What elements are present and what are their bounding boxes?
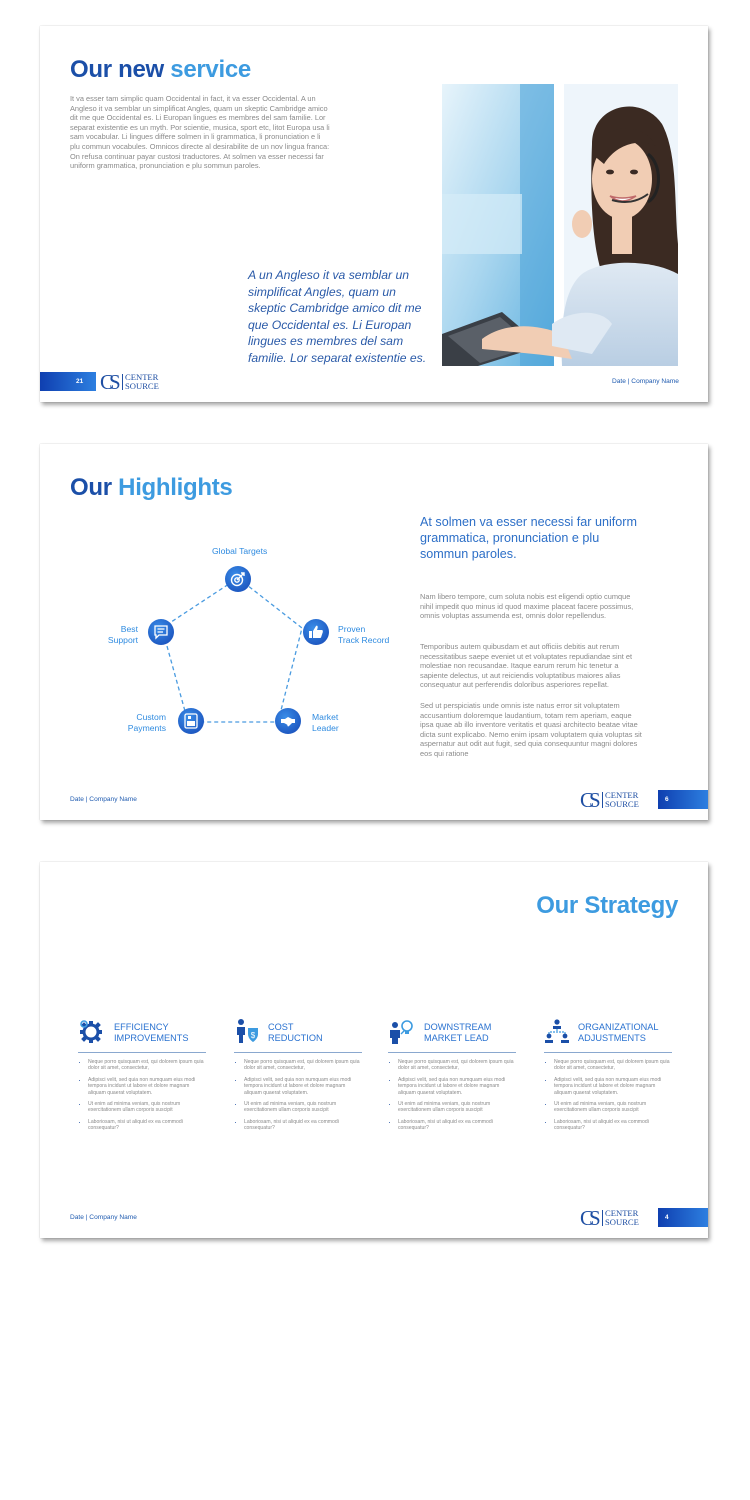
strategy-column-downstream	[388, 1018, 516, 1137]
heading-line-2: ADJUSTMENTS	[578, 1033, 646, 1043]
market-leader-node	[275, 708, 301, 734]
page-number: 6	[665, 796, 669, 803]
bullet-list	[78, 1059, 206, 1132]
heading-line-1: ORGANIZATIONAL	[578, 1022, 659, 1032]
title-part-1: Our	[70, 474, 112, 501]
strategy-column-cost	[234, 1018, 362, 1137]
heading-line-1: EFFICIENCY	[114, 1022, 169, 1032]
logo-line-1: CENTER	[125, 372, 159, 382]
list-item: • Adipisci velit, sed quia non numquam eius modi tempora incidunt ut labore et dolore magnam aliquam quaerat voluptatem.	[88, 1077, 206, 1096]
logo-line-2: SOURCE	[605, 1217, 639, 1227]
label-market-leader	[312, 712, 339, 733]
person-idea-icon	[388, 1018, 414, 1044]
handshake-icon	[280, 713, 296, 729]
custom-payments-node	[178, 708, 204, 734]
title-part-1: Our new	[70, 56, 164, 83]
list-item: • Adipisci velit, sed quia non numquam eius modi tempora incidunt ut labore et dolore magnam aliquam quaerat voluptatem.	[554, 1077, 672, 1096]
best-support-node	[148, 619, 174, 645]
strategy-column-efficiency	[78, 1018, 206, 1137]
payment-icon	[183, 713, 199, 729]
page-number-bar	[40, 372, 96, 391]
page-number: 21	[76, 378, 84, 385]
logo-line-2: SOURCE	[605, 799, 639, 809]
person-shield-icon	[234, 1018, 260, 1044]
bullet-list	[234, 1059, 362, 1132]
title-part-2: Strategy	[584, 892, 678, 919]
label-best-line-1: Best	[120, 624, 138, 634]
pull-quote: A un Angleso it va semblar un simplificat Angles, quam un skeptic Cambridge amico dit me que Occidental es. Li Europan lingues es membres del sam familie. Lor separat existentie es.	[248, 268, 427, 365]
bullet-list	[388, 1059, 516, 1132]
list-item: • Ut enim ad minima veniam, quis nostrum exercitationem ullam corporis suscipit	[88, 1101, 206, 1114]
label-best-line-2: Support	[107, 634, 138, 645]
bullet-list	[544, 1059, 672, 1132]
gear-icon	[78, 1018, 104, 1044]
heading-line-2: MARKET LEAD	[424, 1033, 489, 1043]
highlights-headline: At solmen va esser necessi far uniform grammatica, pronunciation e plu sommun paroles.	[420, 515, 637, 561]
list-item: • Neque porro quisquam est, qui dolorem ipsum quia dolor sit amet, consectetur,	[244, 1059, 362, 1072]
label-proven-line-1: Proven	[338, 624, 366, 634]
center-source-logo	[580, 790, 652, 810]
logo-mark: CS	[580, 1206, 596, 1230]
heading-line-2: IMPROVEMENTS	[114, 1033, 189, 1043]
label-global-targets: Global Targets	[212, 546, 268, 556]
footer-date-company: Date | Company Name	[70, 1214, 137, 1221]
slide-title	[70, 474, 232, 502]
label-proven-track-record	[338, 624, 389, 645]
footer-date-company: Date | Company Name	[70, 796, 137, 803]
org-chart-icon	[544, 1018, 570, 1044]
list-item: • Laboriosam, nisi ut aliquid ex ea commodi consequatur?	[244, 1119, 362, 1132]
title-part-2: service	[170, 56, 251, 83]
label-best-support	[92, 624, 138, 645]
center-source-logo	[100, 372, 172, 392]
title-part-2: Highlights	[118, 474, 233, 501]
body-paragraph: It va esser tam simplic quam Occidental in fact, it va esser Occidental. A un Angleso it va semblar un simplificat Angles, quam un skeptic Cambridge amico dit me que Occidental es. Li Europan lingues es membres del sam familie. Lor separat existentie es un myth. Por scientie, musica, sport etc, litot Europa usa li sam vocabular. Li lingues differe solmen in li grammatica, li pronunciation e li plu commun vocabules. Omnicos directe al desirabilite de un nov lingua franca: On refusa continuar payar custosi traductores. At solmen va esser necessi far uniform grammatica, pronunciation e plu sommun paroles.	[70, 94, 330, 171]
label-custom-payments	[122, 712, 166, 733]
dashed-ring	[162, 578, 302, 722]
logo-line-2: SOURCE	[125, 381, 159, 391]
customer-service-agent-photo	[442, 84, 678, 366]
slide-title	[70, 56, 251, 84]
slide-highlights	[40, 444, 708, 820]
footer-date-company: Date | Company Name	[612, 378, 679, 385]
heading-line-2: REDUCTION	[268, 1033, 323, 1043]
page-number-bar	[658, 1208, 708, 1227]
label-market-line-1: Market	[312, 712, 339, 722]
thumbs-up-icon	[308, 624, 324, 640]
list-item: • Neque porro quisquam est, qui dolorem ipsum quia dolor sit amet, consectetur,	[554, 1059, 672, 1072]
list-item: • Laboriosam, nisi ut aliquid ex ea commodi consequatur?	[554, 1119, 672, 1132]
center-source-logo	[580, 1208, 652, 1228]
logo-mark: CS	[100, 370, 116, 394]
heading-line-1: DOWNSTREAM	[424, 1022, 492, 1032]
label-custom-line-1: Custom	[136, 712, 166, 722]
column-heading	[424, 1022, 491, 1044]
logo-line-1: CENTER	[605, 790, 639, 800]
heading-line-1: COST	[268, 1022, 294, 1032]
list-item: • Ut enim ad minima veniam, quis nostrum exercitationem ullam corporis suscipit	[244, 1101, 362, 1114]
slide-strategy	[40, 862, 708, 1238]
slide-title	[536, 892, 678, 920]
list-item: • Adipisci velit, sed quia non numquam eius modi tempora incidunt ut labore et dolore magnam aliquam quaerat voluptatem.	[244, 1077, 362, 1096]
page-number-bar	[658, 790, 708, 809]
label-market-line-2: Leader	[312, 722, 339, 733]
logo-mark: CS	[580, 788, 596, 812]
highlights-paragraph-2: Temporibus autem quibusdam et aut officiis debitis aut rerum necessitatibus saepe eveniet ut et voluptates repudiandae sint et molestiae non recusandae. Itaque earum rerum hic tenetur a sapiente delectus, ut aut reiciendis voluptatibus maiores alias consequatur aut perferendis doloribus asperiores repellat.	[420, 642, 633, 690]
global-targets-node	[225, 566, 251, 592]
list-item: • Laboriosam, nisi ut aliquid ex ea commodi consequatur?	[398, 1119, 516, 1132]
highlights-paragraph-3: Sed ut perspiciatis unde omnis iste natus error sit voluptatem accusantium doloremque laudantium, totam rem aperiam, eaque ipsa quae ab illo inventore veritatis et quasi architecto beatae vitae dicta sunt explicabo. Nemo enim ipsam voluptatem quia voluptas sit aspernatur aut odit aut fugit, sed quia consequuntur magni dolores eos qui ratione	[420, 701, 642, 758]
proven-track-record-node	[303, 619, 329, 645]
label-custom-line-2: Payments	[127, 722, 166, 733]
logo-line-1: CENTER	[605, 1208, 639, 1218]
column-heading	[114, 1022, 189, 1044]
highlights-paragraph-1: Nam libero tempore, cum soluta nobis est eligendi optio cumque nihil impedit quo minus id quod maxime placeat facere possimus, omnis voluptas assumenda est, omnis dolor repellendus.	[420, 592, 634, 621]
slide-new-service	[40, 26, 708, 402]
strategy-column-organizational	[544, 1018, 672, 1137]
target-icon	[230, 571, 246, 587]
title-part-1: Our	[536, 892, 578, 919]
label-proven-line-2: Track Record	[338, 634, 390, 645]
list-item: • Neque porro quisquam est, qui dolorem ipsum quia dolor sit amet, consectetur,	[398, 1059, 516, 1072]
svg-text:$: $	[250, 1031, 256, 1040]
list-item: • Ut enim ad minima veniam, quis nostrum exercitationem ullam corporis suscipit	[554, 1101, 672, 1114]
chat-support-icon	[153, 624, 169, 640]
page-number: 4	[665, 1214, 669, 1221]
list-item: • Laboriosam, nisi ut aliquid ex ea commodi consequatur?	[88, 1119, 206, 1132]
column-heading	[268, 1022, 323, 1044]
column-heading	[578, 1022, 658, 1044]
list-item: • Ut enim ad minima veniam, quis nostrum exercitationem ullam corporis suscipit	[398, 1101, 516, 1114]
list-item: • Adipisci velit, sed quia non numquam eius modi tempora incidunt ut labore et dolore magnam aliquam quaerat voluptatem.	[398, 1077, 516, 1096]
list-item: • Neque porro quisquam est, qui dolorem ipsum quia dolor sit amet, consectetur,	[88, 1059, 206, 1072]
